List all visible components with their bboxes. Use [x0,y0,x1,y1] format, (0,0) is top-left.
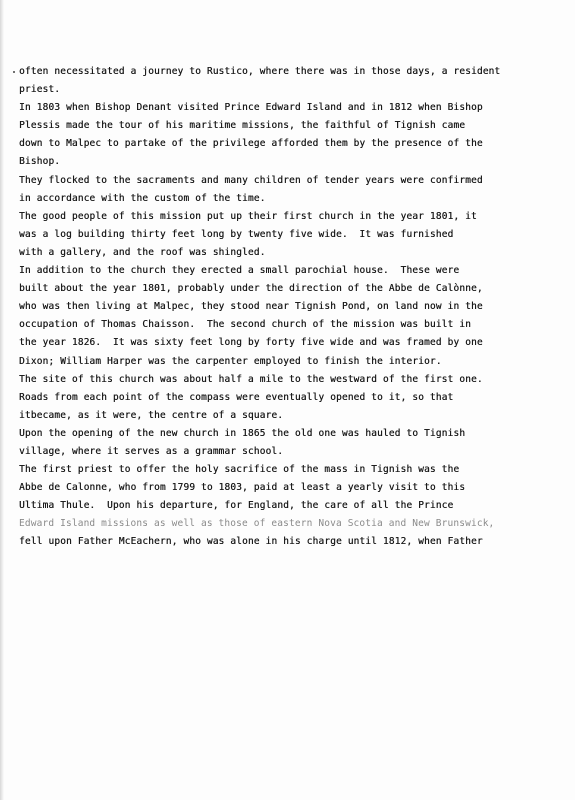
page-edge-shadow [0,0,4,800]
text-line: The site of this church was about half a mile to the westward of the first one. [19,373,483,385]
text-line: was a log building thirty feet long by twenty five wide. It was furnished [19,228,454,240]
text-line: Abbe de Calonne, who from 1799 to 1803, paid at least a yearly visit to this [19,482,466,494]
text-line: who was then living at Malpec, they stood near Tignish Pond, on land now in the [19,301,483,313]
text-line: Plessis made the tour of his maritime missions, the faithful of Tignish came [19,120,466,132]
text-line: itbecame, as it were, the centre of a square. [19,409,284,421]
text-line: with a gallery, and the roof was shingled. [19,246,266,258]
text-line: occupation of Thomas Chaisson. The second church of the mission was built in [19,319,471,331]
text-line: Edward Island missions as well as those of eastern Nova Scotia and New Brunswick, [19,518,495,530]
text-line: Dixon; William Harper was the carpenter employed to finish the interior. [19,355,442,367]
text-line: They flocked to the sacraments and many children of tender years were confirmed [19,174,483,186]
text-line: The first priest to offer the holy sacrifice of the mass in Tignish was the [19,464,460,476]
text-line: Roads from each point of the compass were eventually opened to it, so that [19,391,454,403]
text-line: In 1803 when Bishop Denant visited Prince Edward Island and in 1812 when Bishop [19,102,483,114]
text-line: the year 1826. It was sixty feet long by forty five wide and was framed by one [19,337,483,349]
typed-text-body [19,63,559,552]
text-line: Ultima Thule. Upon his departure, for England, the care of all the Prince [19,500,454,512]
text-line: village, where it serves as a grammar school. [19,445,284,457]
text-line: built about the year 1801, probably under the direction of the Abbe de Calònne, [19,283,483,295]
text-line: The good people of this mission put up their first church in the year 1801, it [19,210,477,222]
margin-speck [13,71,15,73]
text-line: Bishop. [19,156,61,168]
text-line: often necessitated a journey to Rustico, where there was in those days, a resident [19,66,501,77]
text-line: fell upon Father McEachern, who was alone in his charge until 1812, when Father [19,536,483,548]
text-line: In addition to the church they erected a small parochial house. These were [19,265,460,277]
text-line: in accordance with the custom of the time. [19,192,266,204]
text-line: priest. [19,84,61,96]
text-line: Upon the opening of the new church in 1865 the old one was hauled to Tignish [19,427,466,439]
text-line: down to Malpec to partake of the privilege afforded them by the presence of the [19,138,483,150]
